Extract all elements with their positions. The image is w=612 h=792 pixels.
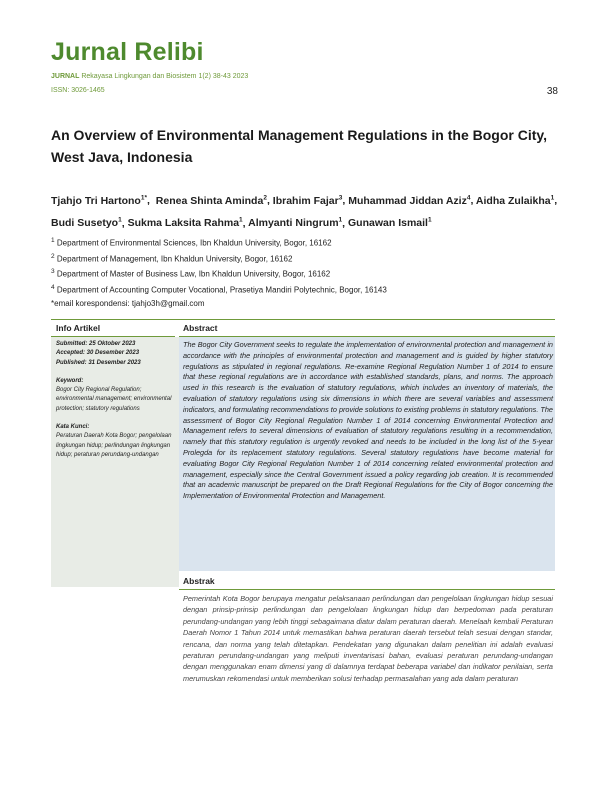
article-info-box — [51, 319, 555, 721]
info-heading: Info Artikel — [56, 323, 101, 333]
author: Tjahjo Tri Hartono$^{1*}$ — [51, 194, 147, 207]
abstract-text: The Bogor City Government seeks to regulate the implementation of environmental protection and management in accordance with the principles of environmental protection and management and is guided by higher statutory regulations as stipulated in regional regulations. Re-examine Regional Regulation Number 1 of 2014 to ensure that these regional regulations are in accordance with established standards, plans, and norms. The approach used in this research is the evaluation of statutory regulations, which includes an inventory of materials, the evaluation of statutory regulations using six dimensions in which there are several variables and assessment indicators, and formulating recommendations to provide solutions to existing problems in statutory regulations. The assessment of Bogor City Regional Regulation Number 1 of 2014 concerning Environmental Protection and Management refers to several dimensions of evaluation of statutory regulations resulting in a recommendation, namely that this statutory regulation is urgently revoked and needs to be included in the long list of the 5-year Prolegda for its replacement statutory regulations. Several statutory regulations have become material for evaluating Bogor City Regional Regulation Number 1 of 2014 concerning related environmental protection and management, especially since the Central Government issued a policy regarding job creation. It is recommended that an academic manuscript be prepared on the Draft Regional Regulations for the City of Bogor concerning the Implementation of Environmental Protection and Management. — [183, 340, 553, 501]
published-date: Published: 31 Desember 2023 — [56, 359, 141, 366]
affiliation: $^4$ Department of Accounting Computer Vocational, Prasetiya Mandiri Polytechnic, Bogor, 16143 — [51, 283, 387, 295]
issn: ISSN: 3026-1465 — [51, 87, 105, 94]
info-content — [56, 340, 172, 460]
corresponding-email: *email korespondensi: tjahjo3h@gmail.com — [51, 298, 205, 308]
divider — [179, 589, 555, 590]
abstrak-heading: Abstrak — [183, 576, 215, 586]
journal-abbr: JURNAL — [51, 73, 80, 80]
kata-kunci: Peraturan Daerah Kota Bogor; pengelolaan lingkungan hidup; perlindungan lingkungan hidup; peraturan perundang-undangan — [56, 433, 172, 458]
affiliation: $^1$ Department of Environmental Sciences, Ibn Khaldun University, Bogor, 16162 — [51, 237, 332, 248]
divider — [51, 319, 555, 320]
author: Budi Susetyo$^1$ — [51, 216, 122, 229]
author: Sukma Laksita Rahma$^1$ — [127, 216, 243, 229]
journal-subtitle — [51, 73, 248, 80]
journal-description: Rekayasa Lingkungan dan Biosistem 1(2) 38-43 2023 — [79, 73, 249, 80]
author: Almyanti Ningrum$^1$ — [248, 216, 343, 229]
author: Renea Shinta Aminda$^2$ — [155, 194, 267, 207]
submitted-date: Submitted: 25 Oktober 2023 — [56, 341, 136, 347]
paper-title: An Overview of Environmental Management Regulations in the Bogor City, West Java, Indonesia — [51, 127, 548, 165]
kata-kunci-label: Kata Kunci: — [56, 424, 90, 431]
author-list: Tjahjo Tri Hartono$^{1*}$, Renea Shinta Aminda$^2$, Ibrahim Fajar$^3$, Muhammad Jiddan Aziz$^4$, Aidha Zulaikha$^1$, Budi Susetyo$^1$, Sukma Laksita Rahma$^1$, Almyanti Ningrum$^1$, Gunawan Ismail$^1$ — [51, 194, 558, 229]
author: Aidha Zulaikha$^1$ — [475, 194, 555, 207]
author: Muhammad Jiddan Aziz$^4$ — [348, 194, 471, 207]
page-number: 38 — [546, 86, 558, 97]
abstract-heading: Abstract — [183, 323, 218, 333]
abstrak-text: Pemerintah Kota Bogor berupaya mengatur pelaksanaan perlindungan dan pengelolaan lingkungan hidup sesuai dengan prinsip-prinsip perlindungan dan pengelolaan lingkungan hidup dan berpedoman pada peraturan perundang-undangan yang lebih tinggi sebagaimana diatur dalam peraturan daerah. Menelaah kembali Peraturan Daerah Nomor 1 Tahun 2014 untuk memastikan bahwa peraturan daerah tersebut telah sesuai dengan standar, rencana, dan norma yang telah ditetapkan. Pendekatan yang digunakan dalam penelitian ini adalah evaluasi peraturan perundang-undangan yang meliputi inventarisasi bahan, evaluasi peraturan perundang-undangan dengan menggunakan enam dimensi yang di dalamnya terdapat beberapa variabel dan indikator penilaian, serta merumuskan rekomendasi untuk memberikan solusi terhadap permasalahan yang ada dalam peraturan — [183, 594, 553, 683]
author: Ibrahim Fajar$^3$ — [272, 194, 343, 207]
keyword-label: Keyword: — [56, 377, 84, 384]
affiliation: $^2$ Department of Management, Ibn Khaldun University, Bogor, 16162 — [51, 252, 293, 264]
author: Gunawan Ismail$^1$ — [348, 216, 432, 229]
keywords: Bogor City Regional Regulation; environmental management; environmental protection; statutory regulations — [56, 387, 172, 412]
accepted-date: Accepted: 30 Desember 2023 — [56, 350, 140, 357]
journal-title: Jurnal Relibi — [51, 38, 204, 66]
affiliations — [51, 234, 571, 310]
affiliation: $^3$ Department of Master of Business Law, Ibn Khaldun University, Bogor, 16162 — [51, 268, 331, 279]
